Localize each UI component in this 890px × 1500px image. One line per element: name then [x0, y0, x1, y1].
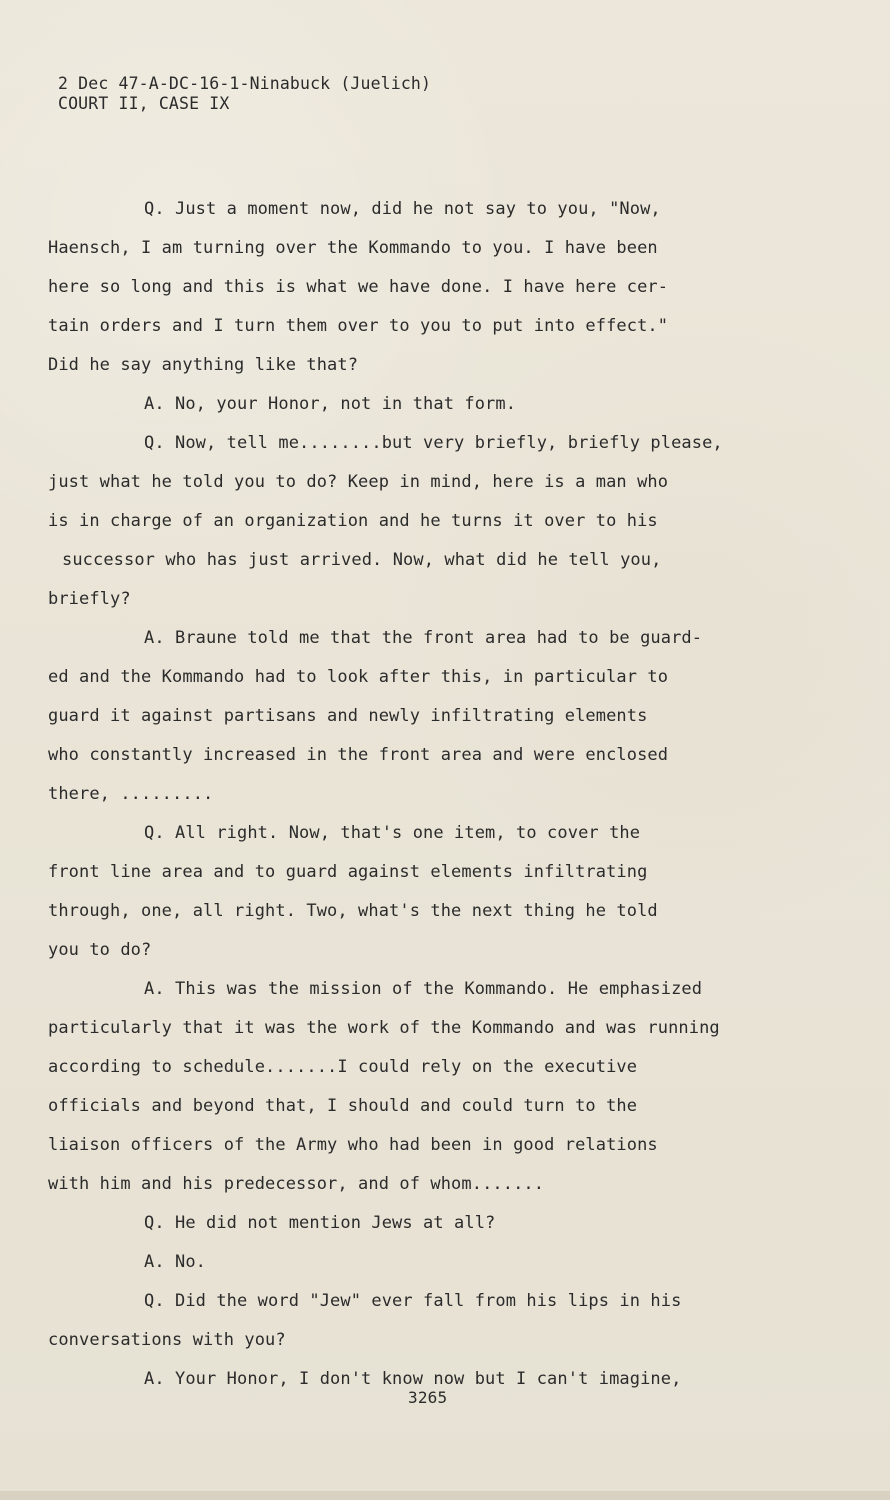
transcript-line: A. No, your Honor, not in that form. [144, 394, 517, 414]
transcript-line: with him and his predecessor, and of whom....... [48, 1174, 545, 1194]
transcript-line: A. No. [144, 1252, 207, 1272]
page-number: 3265 [408, 1388, 448, 1407]
transcript-line: liaison officers of the Army who had been in good relations [48, 1135, 658, 1155]
document-header [58, 74, 431, 114]
transcript-line: officials and beyond that, I should and could turn to the [48, 1096, 638, 1116]
transcript-line: Haensch, I am turning over the Kommando to you. I have been [48, 238, 658, 258]
transcript-line: A. Your Honor, I don't know now but I can't imagine, [144, 1369, 682, 1389]
transcript-line: front line area and to guard against elements infiltrating [48, 862, 648, 882]
transcript-line: Q. Just a moment now, did he not say to you, "Now, [144, 199, 661, 219]
transcript-line: Q. He did not mention Jews at all? [144, 1213, 496, 1233]
transcript-line: according to schedule.......I could rely on the executive [48, 1057, 638, 1077]
transcript-line: briefly? [48, 589, 131, 609]
transcript-line: who constantly increased in the front area and were enclosed [48, 745, 669, 765]
paper-bottom-edge [0, 1491, 890, 1500]
transcript-line: you to do? [48, 940, 152, 960]
transcript-line: ed and the Kommando had to look after this, in particular to [48, 667, 669, 687]
transcript-line: A. This was the mission of the Kommando. He emphasized [144, 979, 703, 999]
transcript-line: conversations with you? [48, 1330, 286, 1350]
transcript-line: particularly that it was the work of the Kommando and was running [48, 1018, 720, 1038]
transcript-line: successor who has just arrived. Now, what did he tell you, [62, 550, 662, 570]
transcript-body [48, 190, 828, 1399]
transcript-line: Q. Now, tell me........but very briefly, briefly please, [144, 433, 723, 453]
transcript-line: Q. All right. Now, that's one item, to cover the [144, 823, 641, 843]
transcript-line: just what he told you to do? Keep in mind, here is a man who [48, 472, 669, 492]
transcript-line: Q. Did the word "Jew" ever fall from his lips in his [144, 1291, 682, 1311]
header-reference-line: 2 Dec 47-A-DC-16-1-Ninabuck (Juelich) [58, 74, 432, 93]
header-court-line: COURT II, CASE IX [58, 94, 230, 114]
transcript-line: here so long and this is what we have done. I have here cer- [48, 277, 669, 297]
transcript-line: guard it against partisans and newly infiltrating elements [48, 706, 648, 726]
transcript-line: there, ......... [48, 784, 214, 804]
transcript-line: Did he say anything like that? [48, 355, 359, 375]
transcript-line: A. Braune told me that the front area had to be guard- [144, 628, 703, 648]
transcript-line: tain orders and I turn them over to you to put into effect." [48, 316, 669, 336]
transcript-line: is in charge of an organization and he turns it over to his [48, 511, 658, 531]
transcript-line: through, one, all right. Two, what's the next thing he told [48, 901, 658, 921]
